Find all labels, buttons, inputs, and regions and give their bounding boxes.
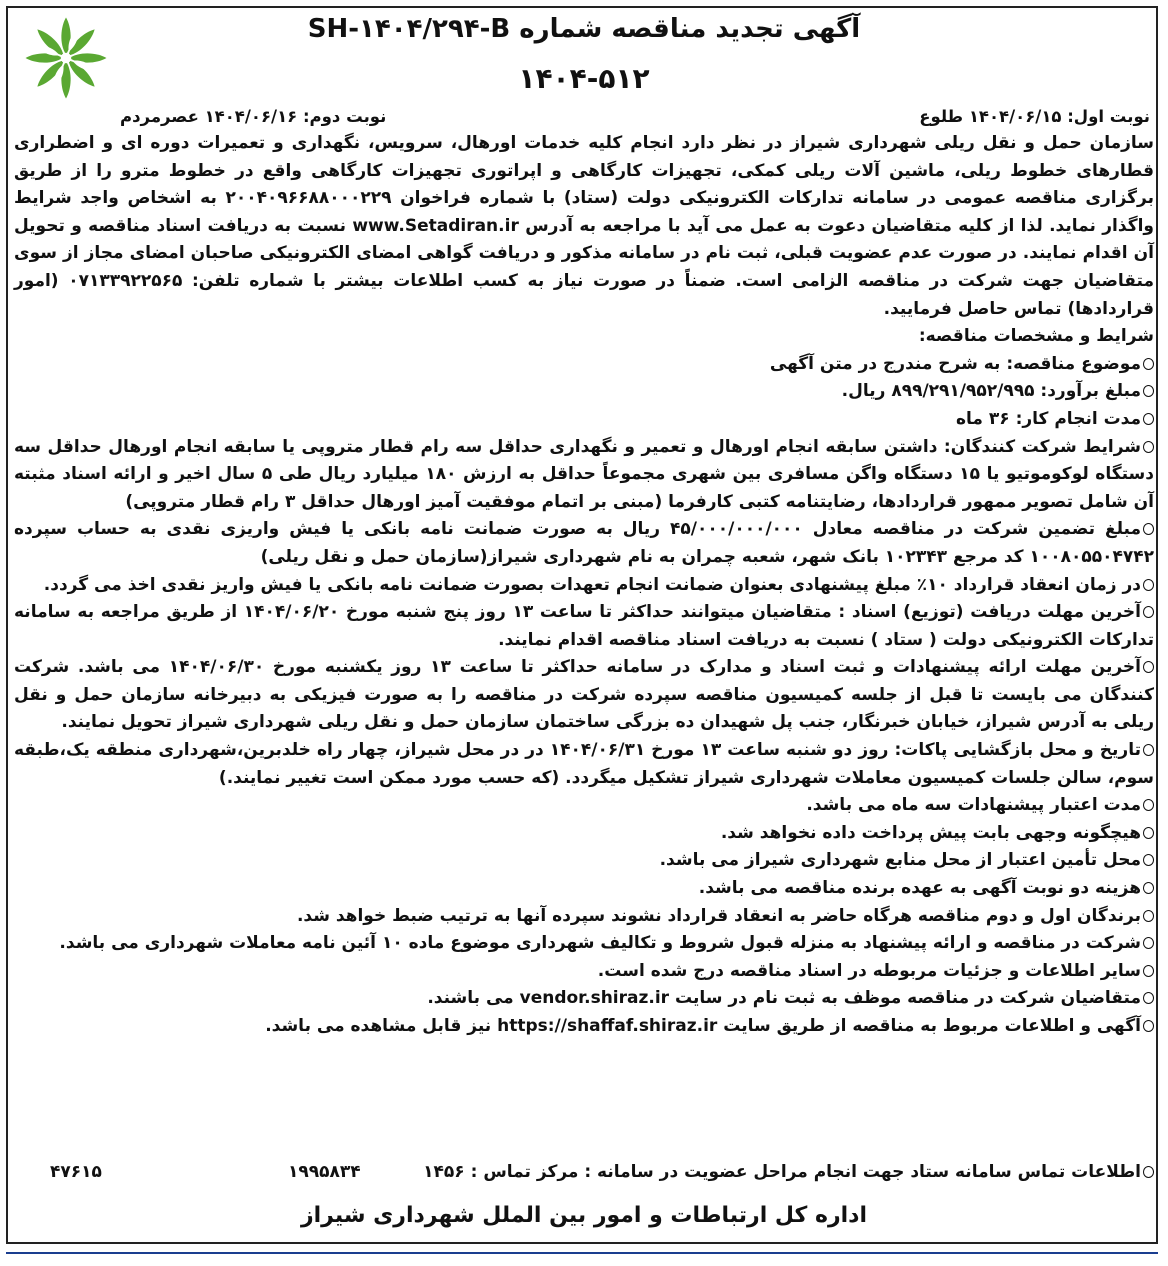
bullet-circle-icon: [1143, 523, 1154, 535]
bullet-circle-icon: [1143, 1166, 1154, 1178]
condition-item: شرکت در مناقصه و ارائه پیشنهاد به منزله قبول شروط و تکالیف شهرداری موضوع ماده ۱۰ آئین نامه معاملات شهرداری می باشد.: [14, 930, 1154, 958]
condition-item: برندگان اول و دوم مناقصه هرگاه حاضر به انعقاد قرارداد نشوند سپرده آنها به ترتیب ضبط خواهد شد.: [14, 903, 1154, 931]
bullet-circle-icon: [1143, 358, 1154, 370]
bullet-circle-icon: [1143, 441, 1154, 453]
condition-item: شرایط شرکت کنندگان: داشتن سابقه انجام اورهال و تعمیر و نگهداری حداقل سه رام قطار متروپی یا سابقه انجام اورهال حداقل سه دستگاه لوکوموتیو یا ۱۵ دستگاه واگن مسافری بین شهری مجموعاً حداقل به ارزش ۱۸۰ میلیارد ریال طی ۵ سال اخیر و ارائه اسناد مثبته آن شامل تصویر ممهور قراردادها، رضایتنامه کتبی کارفرما (مبنی بر اتمام موفقیت آمیز اورهال حداقل ۳ رام قطار متروپی): [14, 436, 1154, 512]
issuer-footer: اداره کل ارتباطات و امور بین الملل شهرداری شیراز: [300, 1203, 868, 1228]
condition-item: متقاضیان شرکت در مناقصه موظف به ثبت نام در سایت vendor.shiraz.ir می باشند.: [14, 985, 1154, 1013]
contact-line: [30, 1158, 1154, 1186]
condition-item: آخرین مهلت دریافت (توزیع) اسناد : متقاضیان میتوانند حداکثر تا ساعت ۱۳ روز پنج شنبه مورخ ۱۴۰۴/۰۶/۲۰ از طریق مراجعه به سامانه تدارکات الکترونیکی دولت ( ستاد ) نسبت به دریافت اسناد مناقصه اقدام نمایند.: [14, 602, 1154, 650]
shiraz-municipality-logo-icon: [22, 14, 110, 102]
contact-number-3: ۴۷۶۱۵: [50, 1162, 102, 1182]
first-round: نوبت اول: ۱۴۰۴/۰۶/۱۵ طلوع: [919, 107, 1150, 126]
second-round: نوبت دوم: ۱۴۰۴/۰۶/۱۶ عصرمردم: [120, 107, 387, 126]
notice-body: [14, 130, 1154, 1041]
contact-number-2: ۱۹۹۵۸۳۴: [288, 1162, 361, 1182]
bullet-circle-icon: [1143, 965, 1154, 977]
bullet-circle-icon: [1143, 385, 1154, 397]
condition-item: مدت اعتبار پیشنهادات سه ماه می باشد.: [14, 792, 1154, 820]
notice-number: ۱۴۰۴-۵۱۲: [518, 62, 650, 95]
notice-title: آگهی تجدید مناقصه شماره SH-۱۴۰۴/۲۹۴-B: [307, 14, 861, 44]
condition-item: در زمان انعقاد قرارداد ۱۰٪ مبلغ پیشنهادی بعنوان ضمانت انجام تعهدات بصورت ضمانت نامه بانکی یا فیش واریز نقدی اخذ می گردد.: [14, 572, 1154, 600]
bullet-circle-icon: [1143, 744, 1154, 756]
bullet-circle-icon: [1143, 882, 1154, 894]
condition-item: موضوع مناقصه: به شرح مندرج در متن آگهی: [14, 351, 1154, 379]
condition-item: مدت انجام کار: ۳۶ ماه: [14, 406, 1154, 434]
intro-paragraph: سازمان حمل و نقل ریلی شهرداری شیراز در نظر دارد انجام کلیه خدمات اورهال، سرویس، نگهداری و تعمیرات دوره ای و اضطراری قطارهای خطوط ریلی، ماشین آلات ریلی کمکی، تجهیزات کارگاهی و اپراتوری تجهیزات کارگاهی واقع در خطوط مترو را از طریق برگزاری مناقصه عمومی در سامانه تدارکات الکترونیکی دولت (ستاد) با شماره فراخوان ۲۰۰۴۰۹۶۶۸۸۰۰۰۲۲۹ به اشخاص واجد شرایط واگذار نماید. لذا از کلیه متقاضیان دعوت به عمل می آید با مراجعه به آدرس www.Setadiran.ir نسبت به دریافت اسناد مناقصه و تحویل آن اقدام نمایند. در صورت عدم عضویت قبلی، ثبت نام در سامانه مذکور و دریافت گواهی امضای الکترونیکی صاحبان امضای مجاز از سوی متقاضیان جهت شرکت در مناقصه الزامی است. ضمناً در صورت نیاز به کسب اطلاعات بیشتر با شماره تلفن: ۰۷۱۳۳۹۲۲۵۶۵ (امور قراردادها) تماس حاصل فرمایید.: [14, 133, 1154, 319]
condition-item: محل تأمین اعتبار از محل منابع شهرداری شیراز می باشد.: [14, 847, 1154, 875]
bullet-circle-icon: [1143, 992, 1154, 1004]
bullet-circle-icon: [1143, 606, 1154, 618]
condition-item: سایر اطلاعات و جزئیات مربوطه در اسناد مناقصه درج شده است.: [14, 958, 1154, 986]
condition-item: مبلغ تضمین شرکت در مناقصه معادل ۴۵/۰۰۰/۰۰۰/۰۰۰ ریال به صورت ضمانت نامه بانکی یا فیش واریزی نقدی به حساب سپرده ۱۰۰۸۰۵۵۰۴۷۴۲ کد مرجع ۱۰۲۳۴۳ بانک شهر، شعبه چمران به نام شهرداری شیراز(سازمان حمل و نقل ریلی): [14, 519, 1154, 567]
bullet-circle-icon: [1143, 579, 1154, 591]
bullet-circle-icon: [1143, 827, 1154, 839]
bottom-rule: [6, 1252, 1158, 1254]
bullet-circle-icon: [1143, 854, 1154, 866]
condition-item: آخرین مهلت ارائه پیشنهادات و ثبت اسناد و مدارک در سامانه حداکثر تا ساعت ۱۳ روز یکشنبه مورخ ۱۴۰۴/۰۶/۳۰ می باشد. شرکت کنندگان می بایست تا قبل از جلسه کمیسیون مناقصه سپرده شرکت در مناقصه را به صورت فیزیکی به دبیرخانه سازمان حمل و نقل ریلی به آدرس شیراز، خیابان خبرنگار، جنب پل شهیدان ده بزرگی ساختمان سازمان حمل و نقل ریلی شهرداری شیراز تحویل نمایند.: [14, 657, 1154, 733]
publication-rounds: [120, 104, 1150, 130]
condition-item: آگهی و اطلاعات مربوط به مناقصه از طریق سایت https://shaffaf.shiraz.ir نیز قابل مشاهده می باشد.: [14, 1013, 1154, 1041]
condition-item: هیچگونه وجهی بابت پیش پرداخت داده نخواهد شد.: [14, 820, 1154, 848]
contact-label: اطلاعات تماس سامانه ستاد جهت انجام مراحل عضویت در سامانه : مرکز تماس : ۱۴۵۶: [423, 1158, 1154, 1186]
condition-item: هزینه دو نوبت آگهی به عهده برنده مناقصه می باشد.: [14, 875, 1154, 903]
conditions-list: [14, 351, 1154, 1041]
bullet-circle-icon: [1143, 1020, 1154, 1032]
condition-item: تاریخ و محل بازگشایی پاکات: روز دو شنبه ساعت ۱۳ مورخ ۱۴۰۴/۰۶/۳۱ در در محل شیراز، چهار راه خلدبرین،شهرداری منطقه یک،طبقه سوم، سالن جلسات کمیسیون معاملات شهرداری شیراز تشکیل میگردد. (که حسب مورد ممکن است تغییر نمایند.): [14, 740, 1154, 788]
bullet-circle-icon: [1143, 937, 1154, 949]
condition-item: مبلغ برآورد: ۸۹۹/۲۹۱/۹۵۲/۹۹۵ ریال.: [14, 378, 1154, 406]
conditions-heading: شرایط و مشخصات مناقصه:: [918, 326, 1154, 347]
bullet-circle-icon: [1143, 910, 1154, 922]
bullet-circle-icon: [1143, 413, 1154, 425]
bullet-circle-icon: [1143, 799, 1154, 811]
bullet-circle-icon: [1143, 661, 1154, 673]
